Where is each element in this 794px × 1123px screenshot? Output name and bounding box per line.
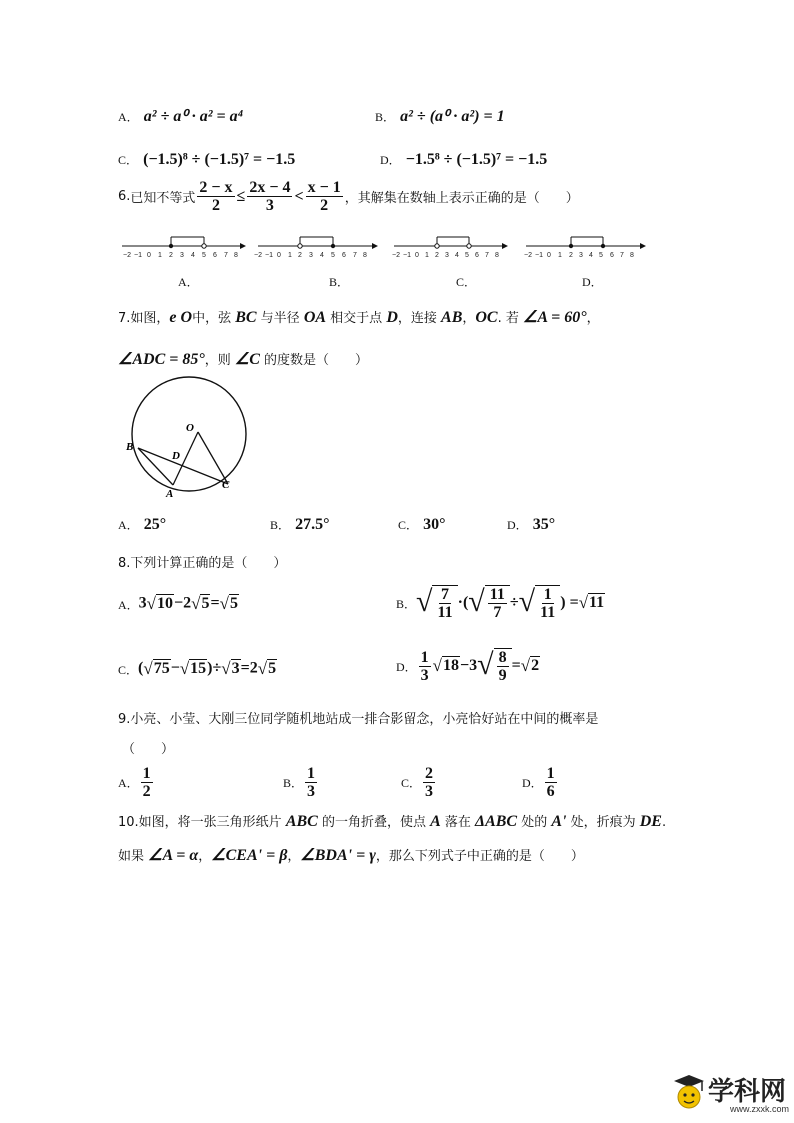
option-label: A． — [118, 776, 139, 790]
q5-option-b — [375, 106, 505, 126]
q7-stem-line1 — [118, 307, 600, 327]
text: ， — [198, 849, 212, 864]
tick-label: −1 — [403, 252, 411, 259]
label-d: D — [172, 450, 180, 462]
option-label: D． — [380, 153, 401, 167]
tick-label: 2 — [569, 252, 573, 259]
math: ∠BDA' = γ — [300, 847, 376, 864]
tick-label: 4 — [320, 252, 324, 259]
numerator: 2 — [425, 765, 434, 782]
tick-label: 5 — [465, 252, 469, 259]
open-dot — [467, 244, 471, 248]
tick-label: 3 — [579, 252, 583, 259]
option-value: 25° — [143, 516, 167, 533]
fraction — [545, 765, 557, 800]
relation-symbol: ≤ — [236, 187, 246, 205]
q7-stem-line2 — [118, 349, 368, 369]
q5-option-a — [118, 106, 243, 126]
option-label: B． — [375, 110, 396, 124]
text: 中，弦 — [192, 311, 236, 326]
tick-label: 0 — [415, 252, 419, 259]
q7-option-b — [270, 514, 330, 534]
numerator: 1 — [307, 765, 316, 782]
tick-label: 3 — [180, 252, 184, 259]
relation-symbol: < — [294, 187, 304, 205]
tick-label: 8 — [495, 252, 499, 259]
text: 7.如图， — [118, 311, 170, 326]
tick-label: 5 — [599, 252, 603, 259]
number-line-a — [122, 237, 246, 259]
question-number: 6. — [118, 189, 131, 204]
text: 的度数是（ ） — [259, 353, 369, 368]
mascot-icon — [672, 1073, 706, 1113]
text: ， — [586, 311, 600, 326]
tick-label: 2 — [169, 252, 173, 259]
text: 处的 — [517, 815, 552, 830]
segment-oc — [198, 432, 228, 484]
filled-dot — [331, 244, 335, 248]
option-label: C． — [398, 518, 419, 532]
math: A — [430, 813, 441, 830]
q8-option-b — [396, 585, 605, 621]
fraction — [247, 179, 292, 214]
denominator: 3 — [265, 197, 274, 214]
tick-label: 0 — [277, 252, 281, 259]
q7-option-c — [398, 514, 446, 534]
tick-label: 4 — [455, 252, 459, 259]
tick-label: 7 — [620, 252, 624, 259]
math: OA — [303, 309, 327, 326]
tick-label: 3 — [309, 252, 313, 259]
text: 与半径 — [256, 311, 304, 326]
text: ，则 — [204, 353, 235, 368]
q6-option-b-label: B． — [329, 275, 350, 289]
tick-label: 1 — [558, 252, 562, 259]
open-dot — [435, 244, 439, 248]
option-label: A． — [118, 110, 139, 124]
tick-label: −1 — [134, 252, 142, 259]
option-label: B． — [270, 518, 291, 532]
text: 落在 — [440, 815, 476, 830]
text: ，连接 — [397, 311, 442, 326]
fraction — [306, 179, 343, 214]
option-label: C． — [401, 776, 422, 790]
q8-stem: 8.下列计算正确的是（ ） — [118, 556, 287, 571]
option-value: 27.5° — [295, 516, 330, 533]
option-label: A． — [118, 518, 139, 532]
option-label: D． — [507, 518, 528, 532]
q8-option-a — [118, 594, 239, 614]
q5-option-c — [118, 149, 295, 169]
q8-option-c — [118, 659, 277, 679]
option-label: D． — [522, 776, 543, 790]
numerator: 2 − x — [199, 179, 233, 196]
open-dot — [202, 244, 206, 248]
option-label: D． — [396, 659, 417, 674]
tick-label: 6 — [342, 252, 346, 259]
tick-label: −1 — [535, 252, 543, 259]
open-dot — [298, 244, 302, 248]
tick-label: 0 — [547, 252, 551, 259]
tick-label: 8 — [234, 252, 238, 259]
math: ABC — [285, 813, 318, 830]
q9-option-c — [401, 765, 437, 800]
q9-option-b — [283, 765, 319, 800]
option-label: C． — [118, 153, 139, 167]
q8-option-d — [396, 648, 540, 684]
q7-option-a — [118, 514, 166, 534]
q9-option-d — [522, 765, 559, 800]
number-line-c — [392, 237, 508, 259]
math: ∠A = 60° — [523, 309, 587, 326]
text: . — [661, 815, 667, 830]
tick-label: 7 — [224, 252, 228, 259]
tick-label: 1 — [288, 252, 292, 259]
chord-bc — [138, 448, 228, 484]
math: OC — [475, 309, 498, 326]
math: ∠C — [234, 351, 260, 368]
q10-stem-line2 — [118, 845, 584, 865]
circle-o — [132, 377, 246, 491]
fraction — [197, 179, 234, 214]
tick-label: 5 — [331, 252, 335, 259]
fraction — [305, 765, 317, 800]
number-line-b — [254, 237, 378, 259]
math: e O — [169, 309, 193, 326]
fraction — [141, 765, 153, 800]
filled-dot — [569, 244, 573, 248]
q6-option-d-label: D． — [582, 275, 603, 289]
q5-option-d — [380, 149, 547, 169]
math-expression: a² ÷ a⁰ · a² = a⁴ — [143, 108, 244, 125]
denominator: 6 — [546, 783, 555, 800]
math-expression: a² ÷ (a⁰ · a²) = 1 — [400, 108, 505, 125]
math: A' — [551, 813, 567, 830]
tick-label: −2 — [524, 252, 532, 259]
math: AB — [441, 309, 463, 326]
q6-intro: 已知不等式 — [130, 191, 196, 206]
text: 10.如图，将一张三角形纸片 — [118, 815, 286, 830]
q6-number-lines — [118, 230, 648, 264]
math: ΔABC — [475, 813, 518, 830]
number-line-d — [524, 237, 646, 259]
q7-option-d — [507, 514, 555, 534]
option-label: C． — [118, 662, 139, 677]
q6-stem — [118, 179, 579, 214]
tick-label: −2 — [254, 252, 262, 259]
denominator: 2 — [320, 197, 329, 214]
math: D — [386, 309, 398, 326]
text: ， — [287, 849, 301, 864]
option-label: B． — [396, 596, 417, 611]
q7-circle-figure — [118, 376, 258, 502]
text: 相交于点 — [326, 311, 387, 326]
tick-label: 1 — [158, 252, 162, 259]
logo-url: www.zxxk.com — [730, 1104, 790, 1114]
math: ∠CEA' = β — [211, 847, 288, 864]
fraction — [423, 765, 435, 800]
q10-stem-line1 — [118, 811, 666, 831]
label-b: B — [126, 441, 134, 453]
q6-tail: ，其解集在数轴上表示正确的是（ ） — [344, 191, 579, 206]
math: ∠A = α — [148, 847, 199, 864]
numerator: 2x − 4 — [249, 179, 291, 196]
filled-dot — [601, 244, 605, 248]
option-label: A． — [118, 597, 139, 612]
text: . 若 — [497, 311, 524, 326]
denominator: 2 — [142, 783, 151, 800]
label-o: O — [186, 422, 194, 434]
tick-label: 2 — [435, 252, 439, 259]
q6-option-c-label: C． — [456, 275, 477, 289]
tick-label: 7 — [353, 252, 357, 259]
tick-label: 6 — [610, 252, 614, 259]
tick-label: −2 — [123, 252, 131, 259]
tick-label: 1 — [425, 252, 429, 259]
zxxk-logo — [672, 1071, 789, 1114]
tick-label: 6 — [475, 252, 479, 259]
text: 的一角折叠，使点 — [317, 815, 431, 830]
math-expression: −1.5⁸ ÷ (−1.5)⁷ = −1.5 — [405, 151, 548, 168]
math-expression: √ $\frac{7}{11}$ ·( √ $\frac{11}{7}$ ÷ √ $\frac{1}{11}$ ) = √ 11 — [416, 585, 605, 621]
tick-label: 2 — [298, 252, 302, 259]
text: ，那么下列式子中正确的是（ ） — [375, 849, 584, 864]
text: ， — [462, 311, 476, 326]
math-expression: (−1.5)⁸ ÷ (−1.5)⁷ = −1.5 — [143, 151, 296, 168]
q9-answer-paren: （ ） — [122, 742, 175, 757]
label-a: A — [166, 488, 174, 500]
tick-label: 4 — [191, 252, 195, 259]
math: ∠ADC = 85° — [118, 351, 205, 368]
tick-label: 8 — [363, 252, 367, 259]
option-value: 30° — [423, 516, 446, 533]
math: DE — [639, 813, 662, 830]
tick-label: −2 — [392, 252, 400, 259]
q6-option-a-label: A． — [178, 275, 199, 289]
option-label: B． — [283, 776, 304, 790]
text: 处，折痕为 — [566, 815, 640, 830]
logo-text: 学科网 — [708, 1077, 787, 1107]
numerator: 1 — [546, 765, 555, 782]
numerator: 1 — [142, 765, 151, 782]
tick-label: 3 — [445, 252, 449, 259]
math-expression: ( √ 75 − √ 15 )÷ √ 3 =2 √ 5 — [138, 659, 277, 678]
math-expression: $\frac{1}{3}$ √ 18 −3 √ $\frac{8}{9}$ = √ 2 — [420, 648, 540, 684]
filled-dot — [169, 244, 173, 248]
tick-label: 4 — [589, 252, 593, 259]
tick-label: 6 — [213, 252, 217, 259]
q9-stem: 9.小亮、小莹、大刚三位同学随机地站成一排合影留念，小亮恰好站在中间的概率是 — [118, 712, 599, 727]
denominator: 3 — [307, 783, 316, 800]
tick-label: −1 — [265, 252, 273, 259]
math: BC — [235, 309, 257, 326]
tick-label: 8 — [630, 252, 634, 259]
math-expression: 3 √ 10 −2 √ 5 = √ 5 — [138, 594, 238, 613]
denominator: 2 — [211, 197, 220, 214]
q9-option-a — [118, 765, 155, 800]
tick-label: 5 — [202, 252, 206, 259]
tick-label: 0 — [147, 252, 151, 259]
numerator: x − 1 — [307, 179, 341, 196]
label-c: C — [222, 479, 230, 491]
option-value: 35° — [532, 516, 556, 533]
denominator: 3 — [425, 783, 434, 800]
tick-label: 7 — [485, 252, 489, 259]
text: 如果 — [118, 849, 149, 864]
